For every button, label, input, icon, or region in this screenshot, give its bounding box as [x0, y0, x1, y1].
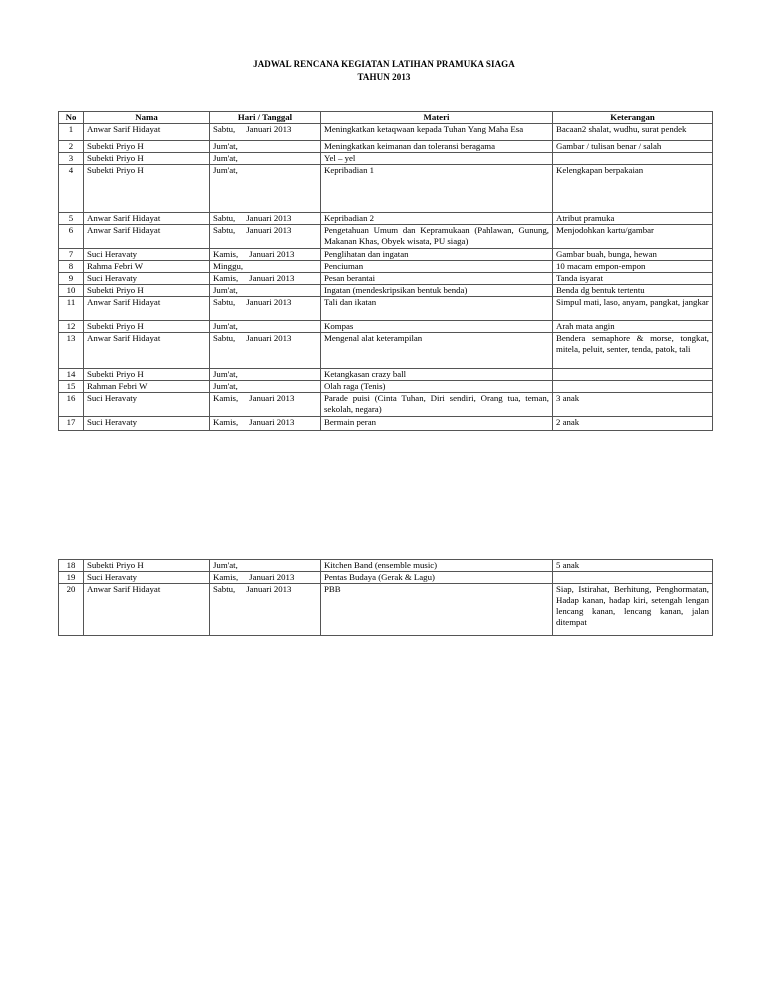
cell-nama: Suci Heravaty	[84, 273, 210, 285]
table-row	[59, 560, 713, 572]
schedule-table-body	[59, 124, 713, 431]
cell-materi: Mengenal alat keterampilan	[321, 333, 553, 369]
cell-no: 3	[59, 153, 84, 165]
cell-materi: Pengetahuan Umum dan Kepramukaan (Pahlawan, Gunung, Makanan Khas, Obyek wisata, PU siaga)	[321, 225, 553, 249]
cell-hari-tanggal: Kamis, Januari 2013	[210, 393, 321, 417]
cell-nama: Suci Heravaty	[84, 393, 210, 417]
cell-hari-tanggal: Jum'at,	[210, 321, 321, 333]
cell-hari-tanggal: Kamis, Januari 2013	[210, 273, 321, 285]
cell-no: 11	[59, 297, 84, 321]
schedule-table	[58, 111, 713, 431]
header-hari-tanggal: Hari / Tanggal	[210, 112, 321, 124]
cell-hari-tanggal: Sabtu, Januari 2013	[210, 124, 321, 141]
cell-no: 2	[59, 141, 84, 153]
cell-hari-tanggal: Kamis, Januari 2013	[210, 249, 321, 261]
table-row	[59, 249, 713, 261]
cell-nama: Suci Heravaty	[84, 572, 210, 584]
cell-hari-tanggal: Kamis, Januari 2013	[210, 417, 321, 431]
schedule-table-continued	[58, 559, 713, 636]
cell-materi: Pentas Budaya (Gerak & Lagu)	[321, 572, 553, 584]
cell-nama: Subekti Priyo H	[84, 153, 210, 165]
cell-keterangan: Bacaan2 shalat, wudhu, surat pendek	[553, 124, 713, 141]
cell-nama: Rahman Febri W	[84, 381, 210, 393]
cell-materi: Parade puisi (Cinta Tuhan, Diri sendiri, Orang tua, teman, sekolah, negara)	[321, 393, 553, 417]
cell-hari-tanggal: Sabtu, Januari 2013	[210, 333, 321, 369]
cell-nama: Subekti Priyo H	[84, 141, 210, 153]
cell-hari-tanggal: Jum'at,	[210, 141, 321, 153]
table-row	[59, 321, 713, 333]
cell-keterangan	[553, 153, 713, 165]
cell-materi: Yel – yel	[321, 153, 553, 165]
cell-keterangan: 10 macam empon-empon	[553, 261, 713, 273]
cell-nama: Rahma Febri W	[84, 261, 210, 273]
cell-no: 10	[59, 285, 84, 297]
cell-nama: Suci Heravaty	[84, 249, 210, 261]
cell-materi: Penciuman	[321, 261, 553, 273]
cell-materi: Bermain peran	[321, 417, 553, 431]
cell-keterangan: Bendera semaphore & morse, tongkat, mitela, peluit, senter, tenda, patok, tali	[553, 333, 713, 369]
cell-keterangan	[553, 381, 713, 393]
cell-keterangan: Simpul mati, laso, anyam, pangkat, jangkar	[553, 297, 713, 321]
schedule-table-continued-body	[59, 560, 713, 636]
cell-hari-tanggal: Jum'at,	[210, 153, 321, 165]
table-row	[59, 141, 713, 153]
table-row	[59, 261, 713, 273]
document-title: JADWAL RENCANA KEGIATAN LATIHAN PRAMUKA SIAGA	[253, 59, 515, 69]
table-row	[59, 369, 713, 381]
cell-materi: Kepribadian 2	[321, 213, 553, 225]
document-subtitle: TAHUN 2013	[357, 72, 411, 82]
cell-hari-tanggal: Sabtu, Januari 2013	[210, 213, 321, 225]
cell-nama: Anwar Sarif Hidayat	[84, 584, 210, 636]
cell-no: 19	[59, 572, 84, 584]
cell-materi: Olah raga (Tenis)	[321, 381, 553, 393]
cell-no: 14	[59, 369, 84, 381]
cell-hari-tanggal: Jum'at,	[210, 381, 321, 393]
cell-hari-tanggal: Sabtu, Januari 2013	[210, 225, 321, 249]
cell-no: 17	[59, 417, 84, 431]
cell-no: 15	[59, 381, 84, 393]
table-row	[59, 285, 713, 297]
cell-no: 16	[59, 393, 84, 417]
cell-nama: Anwar Sarif Hidayat	[84, 124, 210, 141]
cell-no: 18	[59, 560, 84, 572]
cell-keterangan: 3 anak	[553, 393, 713, 417]
table-row	[59, 297, 713, 321]
cell-materi: Meningkatkan keimanan dan toleransi beragama	[321, 141, 553, 153]
cell-keterangan: Atribut pramuka	[553, 213, 713, 225]
cell-hari-tanggal: Sabtu, Januari 2013	[210, 584, 321, 636]
table-row	[59, 333, 713, 369]
cell-hari-tanggal: Kamis, Januari 2013	[210, 572, 321, 584]
table-row	[59, 572, 713, 584]
table-row	[59, 225, 713, 249]
cell-hari-tanggal: Jum'at,	[210, 369, 321, 381]
cell-keterangan: Siap, Istirahat, Berhitung, Penghormatan, Hadap kanan, hadap kiri, setengah lengan lencang kanan, lencang kanan, jalan ditempat	[553, 584, 713, 636]
cell-no: 13	[59, 333, 84, 369]
table-header-row	[59, 112, 713, 124]
cell-no: 1	[59, 124, 84, 141]
cell-keterangan	[553, 369, 713, 381]
cell-hari-tanggal: Jum'at,	[210, 285, 321, 297]
cell-nama: Suci Heravaty	[84, 417, 210, 431]
cell-keterangan: 2 anak	[553, 417, 713, 431]
table-row	[59, 124, 713, 141]
cell-no: 20	[59, 584, 84, 636]
cell-materi: Penglihatan dan ingatan	[321, 249, 553, 261]
cell-nama: Subekti Priyo H	[84, 321, 210, 333]
header-materi: Materi	[321, 112, 553, 124]
table-row	[59, 273, 713, 285]
table-row	[59, 381, 713, 393]
cell-keterangan: Gambar / tulisan benar / salah	[553, 141, 713, 153]
cell-nama: Subekti Priyo H	[84, 560, 210, 572]
cell-keterangan: Arah mata angin	[553, 321, 713, 333]
header-keterangan: Keterangan	[553, 112, 713, 124]
cell-materi: Kompas	[321, 321, 553, 333]
cell-no: 6	[59, 225, 84, 249]
cell-no: 9	[59, 273, 84, 285]
cell-nama: Anwar Sarif Hidayat	[84, 225, 210, 249]
cell-materi: PBB	[321, 584, 553, 636]
cell-nama: Anwar Sarif Hidayat	[84, 297, 210, 321]
cell-nama: Anwar Sarif Hidayat	[84, 333, 210, 369]
table-row	[59, 213, 713, 225]
table-row	[59, 417, 713, 431]
table-row	[59, 584, 713, 636]
table-row	[59, 165, 713, 213]
cell-keterangan	[553, 572, 713, 584]
header-no: No	[59, 112, 84, 124]
cell-no: 8	[59, 261, 84, 273]
cell-materi: Pesan berantai	[321, 273, 553, 285]
cell-nama: Subekti Priyo H	[84, 165, 210, 213]
cell-nama: Subekti Priyo H	[84, 285, 210, 297]
cell-no: 5	[59, 213, 84, 225]
cell-hari-tanggal: Sabtu, Januari 2013	[210, 297, 321, 321]
table-row	[59, 153, 713, 165]
cell-nama: Subekti Priyo H	[84, 369, 210, 381]
cell-materi: Kepribadian 1	[321, 165, 553, 213]
cell-keterangan: Kelengkapan berpakaian	[553, 165, 713, 213]
cell-hari-tanggal: Jum'at,	[210, 165, 321, 213]
cell-materi: Kitchen Band (ensemble music)	[321, 560, 553, 572]
table-row	[59, 393, 713, 417]
cell-materi: Ketangkasan crazy ball	[321, 369, 553, 381]
cell-keterangan: Menjodohkan kartu/gambar	[553, 225, 713, 249]
cell-keterangan: Tanda isyarat	[553, 273, 713, 285]
cell-no: 12	[59, 321, 84, 333]
cell-keterangan: 5 anak	[553, 560, 713, 572]
cell-materi: Meningkatkan ketaqwaan kepada Tuhan Yang Maha Esa	[321, 124, 553, 141]
cell-hari-tanggal: Minggu,	[210, 261, 321, 273]
cell-materi: Ingatan (mendeskripsikan bentuk benda)	[321, 285, 553, 297]
cell-materi: Tali dan ikatan	[321, 297, 553, 321]
cell-keterangan: Benda dg bentuk tertentu	[553, 285, 713, 297]
cell-no: 7	[59, 249, 84, 261]
cell-no: 4	[59, 165, 84, 213]
cell-keterangan: Gambar buah, bunga, hewan	[553, 249, 713, 261]
cell-hari-tanggal: Jum'at,	[210, 560, 321, 572]
cell-nama: Anwar Sarif Hidayat	[84, 213, 210, 225]
header-nama: Nama	[84, 112, 210, 124]
